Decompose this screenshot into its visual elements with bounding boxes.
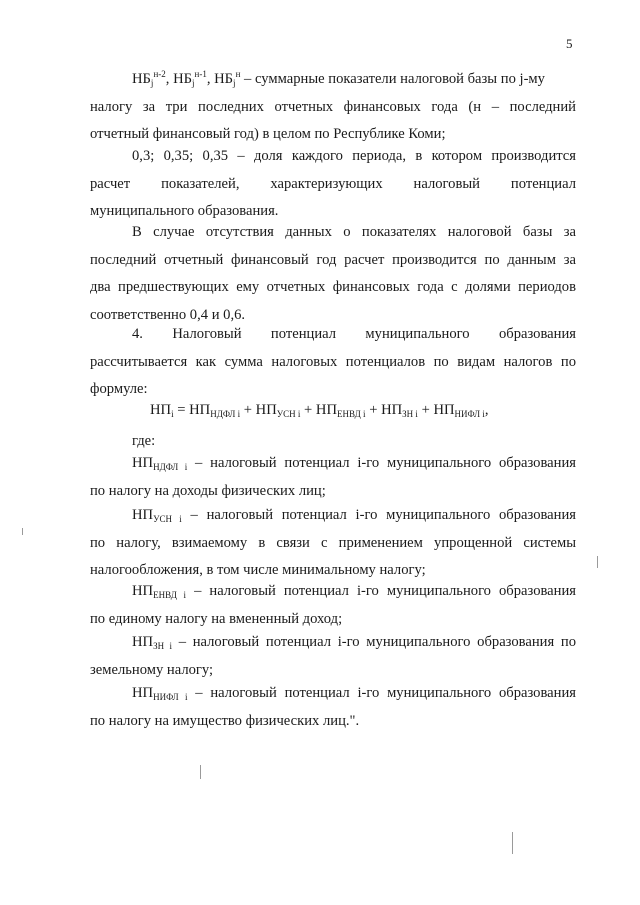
definition-envd-line-1: $НП_{ЕНВД i}$ – налоговый потенциал i-го муниципального образования: [132, 583, 576, 600]
scan-mark: [512, 832, 513, 854]
definition-usn-line-1: $НП_{УСН i}$ – налоговый потенциал i-го муниципального образования: [132, 507, 576, 524]
page-number: 5: [566, 36, 573, 51]
shares-line-2: расчет показателей, характеризующих налоговый потенциал: [90, 175, 576, 192]
definition-nifl-line-1: $НП_{НИФЛ i}$ – налоговый потенциал i-го муниципального образования: [132, 685, 576, 702]
scan-mark: [200, 765, 201, 779]
definition-ndfl: [90, 450, 576, 505]
definition-usn-line-3: налогообложения, в том числе минимальному налогу;: [90, 562, 426, 578]
where-label: где:: [132, 433, 156, 449]
tax-base-line-1: $НБ_j^{н-2}$, $НБ_j^{н-1}$, $НБ_j^н$ – суммарные показатели налоговой базы по j-му: [132, 69, 545, 88]
definition-ndfl-line-2: по налогу на доходы физических лиц;: [90, 482, 326, 499]
scan-mark: [597, 556, 598, 568]
tax-base-line-3: отчетный финансовый год) в целом по Республике Коми;: [90, 126, 446, 142]
tax-base-paragraph: [90, 66, 576, 149]
definition-envd: [90, 578, 576, 633]
item-4-line-3: формуле:: [90, 381, 148, 397]
item-4-line-1: 4. Налоговый потенциал муниципального образования: [132, 326, 576, 342]
definition-nifl-line-2: по налогу на имущество физических лиц.".: [90, 712, 360, 729]
definition-nifl: [90, 680, 576, 735]
shares-paragraph: [90, 143, 576, 226]
item-4-paragraph: [90, 321, 576, 404]
tax-base-line-2: налогу за три последних отчетных финансовых года (н – последний: [90, 98, 576, 115]
shares-line-1: 0,3; 0,35; 0,35 – доля каждого периода, в котором производится: [132, 148, 576, 164]
tax-potential-formula: $НП_i = НП_{НДФЛ i} + НП_{УСН i} + НП_{ЕНВД i} + НП_{ЗН i} + НП_{НИФЛ i}$,: [150, 402, 489, 419]
absence-line-3: два предшествующих ему отчетных финансовых года с долями периодов: [90, 279, 576, 295]
absence-line-2: последний отчетный финансовый год расчет производится по данным за: [90, 251, 576, 268]
definition-zn-line-2: земельному налогу;: [90, 661, 214, 678]
definition-ndfl-line-1: $НП_{НДФЛ i}$ – налоговый потенциал i-го муниципального образования: [132, 455, 576, 472]
definition-zn-line-1: $НП_{ЗН i}$ – налоговый потенциал i-го муниципального образования по: [132, 634, 576, 651]
absence-line-1: В случае отсутствия данных о показателях налоговой базы за: [132, 224, 576, 240]
shares-line-3: муниципального образования.: [90, 203, 279, 219]
definition-usn: [90, 502, 576, 585]
definition-usn-line-2: по налогу, взимаемому в связи с применением упрощенной системы: [90, 534, 576, 551]
definition-zn: [90, 629, 576, 684]
absence-paragraph: [90, 219, 576, 329]
item-4-line-2: рассчитывается как сумма налоговых потенциалов по видам налогов по: [90, 353, 576, 370]
absence-line-4: соответственно 0,4 и 0,6.: [90, 306, 246, 323]
scan-mark: [22, 528, 23, 535]
definition-envd-line-2: по единому налогу на вмененный доход;: [90, 610, 343, 627]
